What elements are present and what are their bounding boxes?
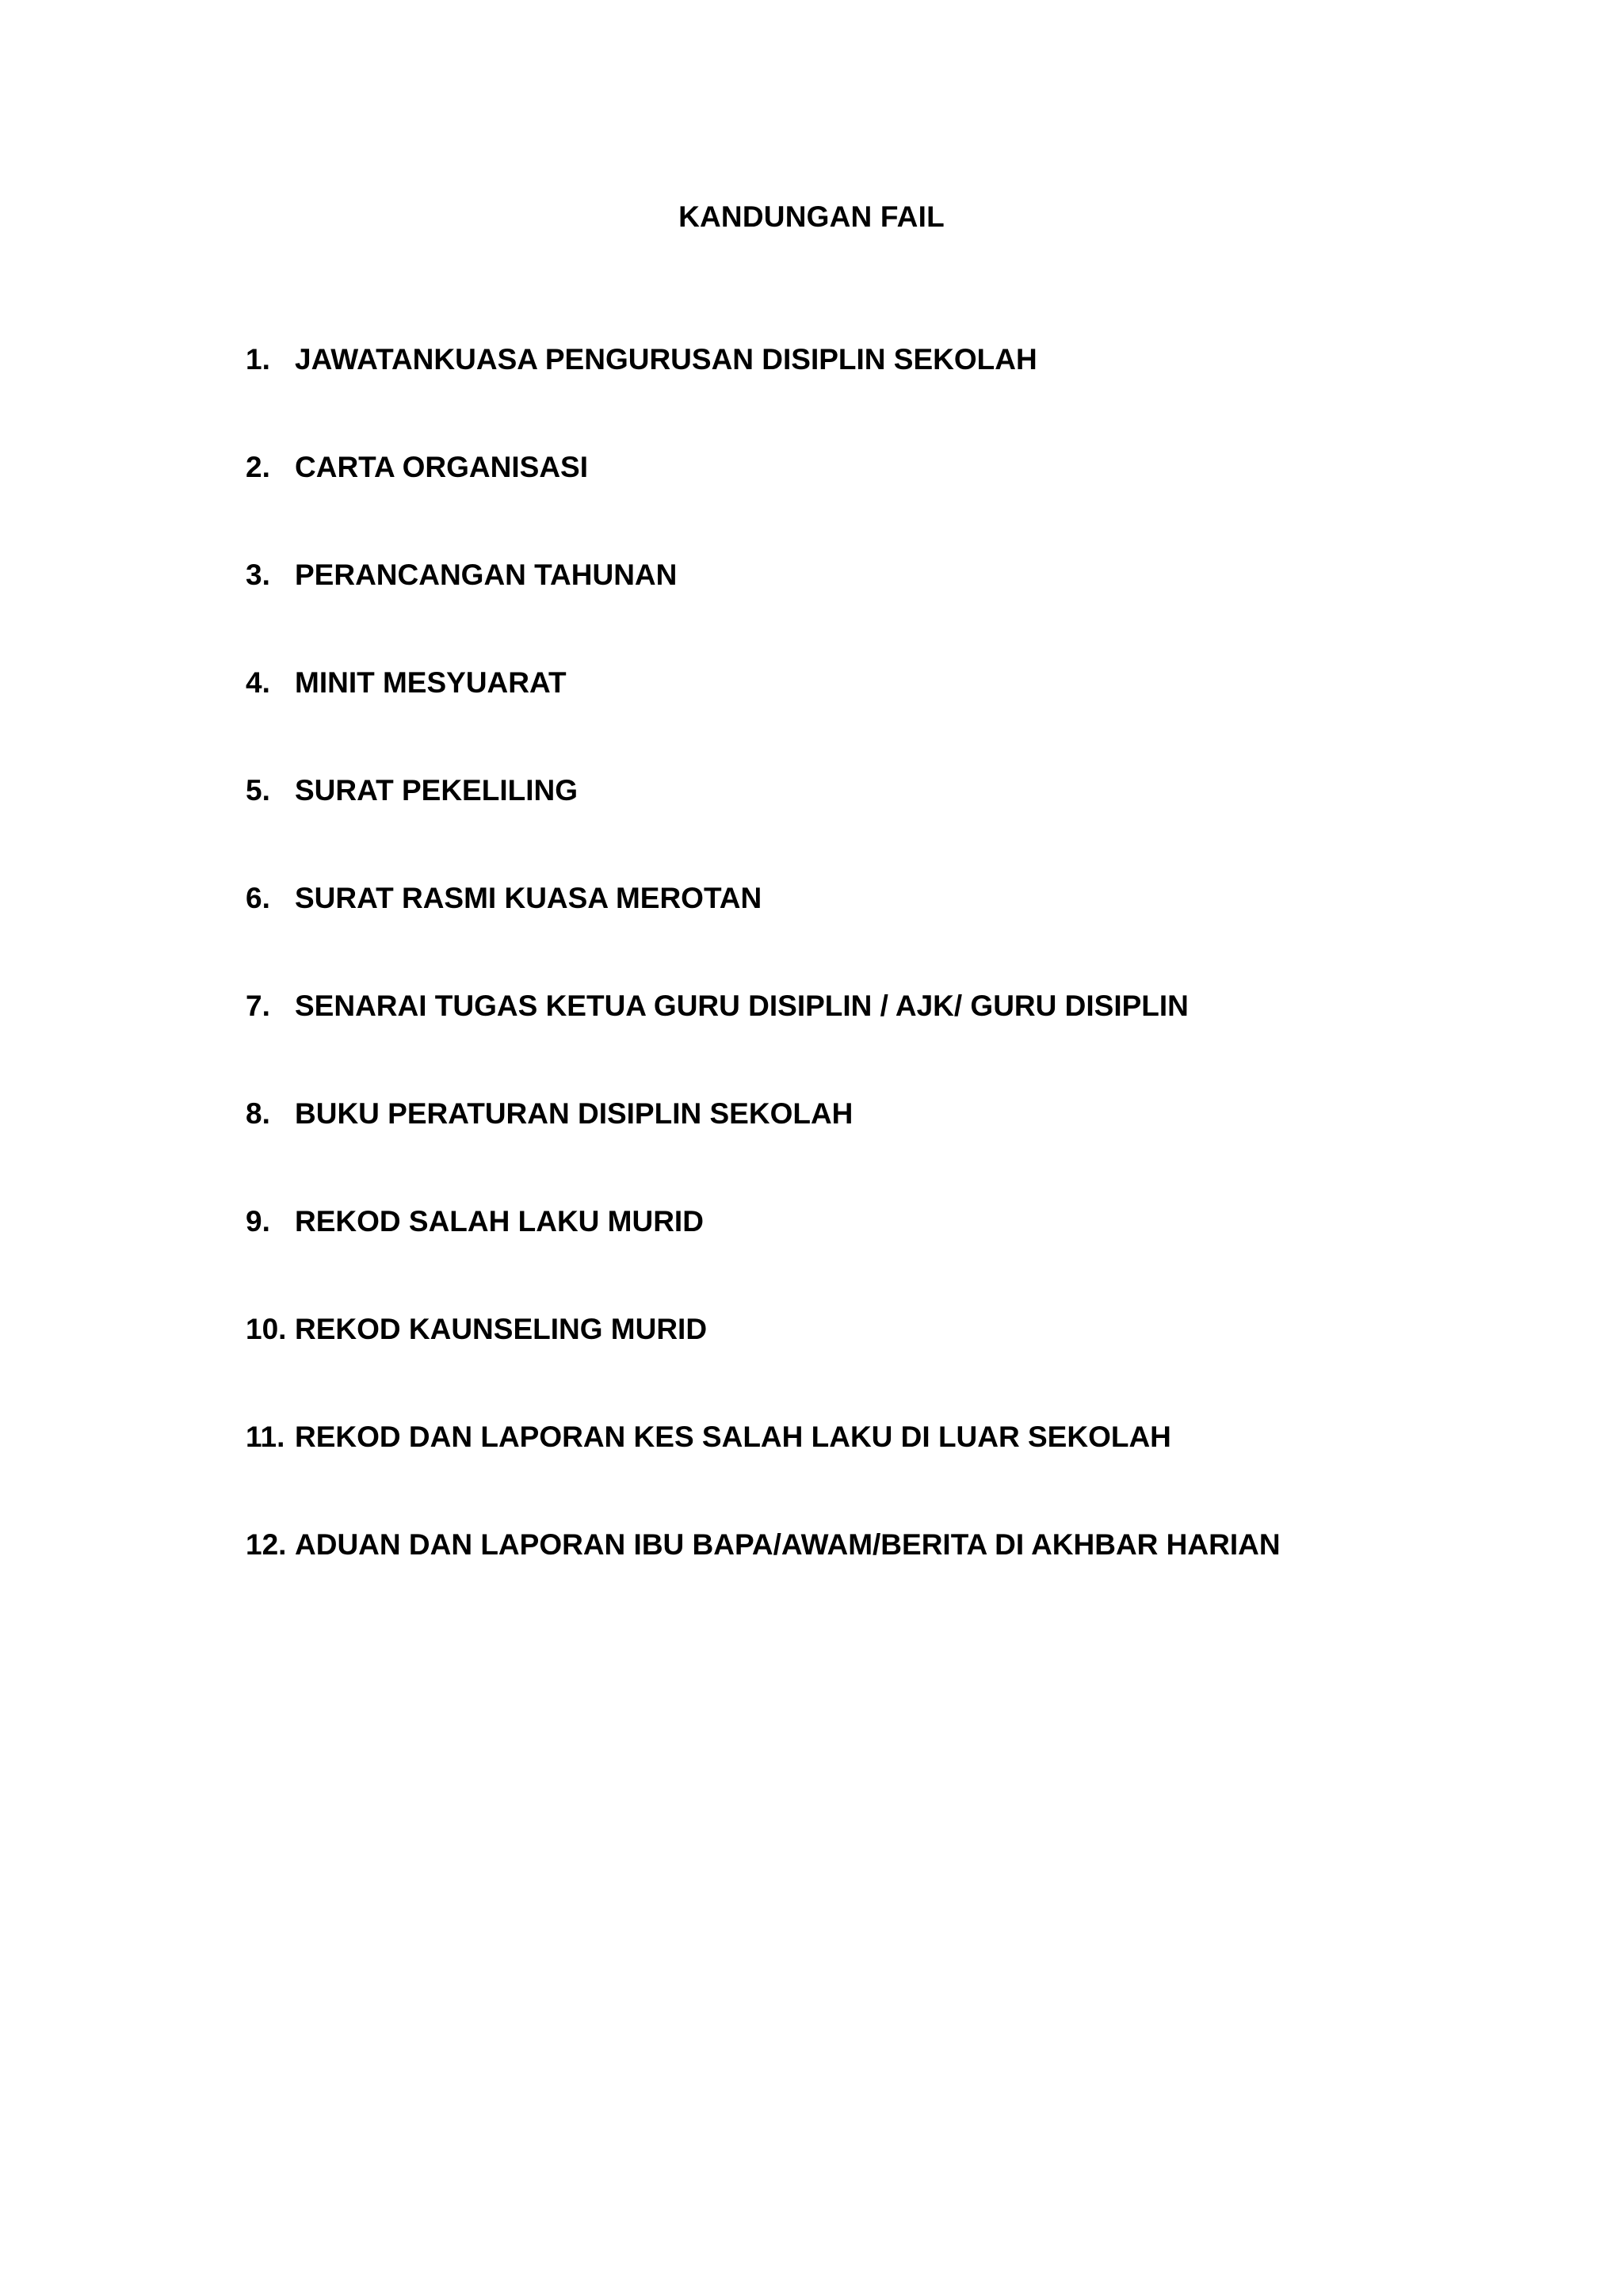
item-text: REKOD SALAH LAKU MURID <box>295 1205 704 1238</box>
item-text: REKOD DAN LAPORAN KES SALAH LAKU DI LUAR SEKOLAH <box>295 1421 1171 1453</box>
item-text: SURAT RASMI KUASA MEROTAN <box>295 882 762 914</box>
list-item <box>246 1097 1434 1204</box>
page-title: KANDUNGAN FAIL <box>678 200 945 233</box>
list-item <box>246 1204 1434 1312</box>
item-text: ADUAN DAN LAPORAN IBU BAPA/AWAM/BERITA DI AKHBAR HARIAN <box>295 1528 1281 1561</box>
item-text: PERANCANGAN TAHUNAN <box>295 559 678 591</box>
list-item <box>246 1312 1434 1420</box>
item-number: 9. <box>246 1205 270 1238</box>
item-text: REKOD KAUNSELING MURID <box>295 1313 708 1345</box>
list-item <box>246 1420 1434 1527</box>
item-text: BUKU PERATURAN DISIPLIN SEKOLAH <box>295 1097 854 1130</box>
list-item <box>246 881 1434 989</box>
item-number: 1. <box>246 343 270 376</box>
item-number: 6. <box>246 882 270 914</box>
item-number: 12. <box>246 1528 287 1561</box>
list-item <box>246 1527 1434 1635</box>
item-text: SENARAI TUGAS KETUA GURU DISIPLIN / AJK/ GURU DISIPLIN <box>295 990 1189 1022</box>
item-text: CARTA ORGANISASI <box>295 451 588 483</box>
item-number: 3. <box>246 559 270 591</box>
item-number: 11. <box>246 1421 285 1453</box>
list-item <box>246 558 1434 666</box>
item-text: JAWATANKUASA PENGURUSAN DISIPLIN SEKOLAH <box>295 343 1037 376</box>
contents-list <box>246 342 1434 1635</box>
list-item <box>246 666 1434 773</box>
list-item <box>246 342 1434 450</box>
item-text: MINIT MESYUARAT <box>295 666 567 699</box>
item-number: 8. <box>246 1097 270 1130</box>
item-number: 10. <box>246 1313 287 1345</box>
item-number: 5. <box>246 774 270 807</box>
list-item <box>246 773 1434 881</box>
list-item <box>246 450 1434 558</box>
item-number: 4. <box>246 666 270 699</box>
item-text: SURAT PEKELILING <box>295 774 578 807</box>
item-number: 2. <box>246 451 270 483</box>
item-number: 7. <box>246 990 270 1022</box>
list-item <box>246 989 1434 1097</box>
